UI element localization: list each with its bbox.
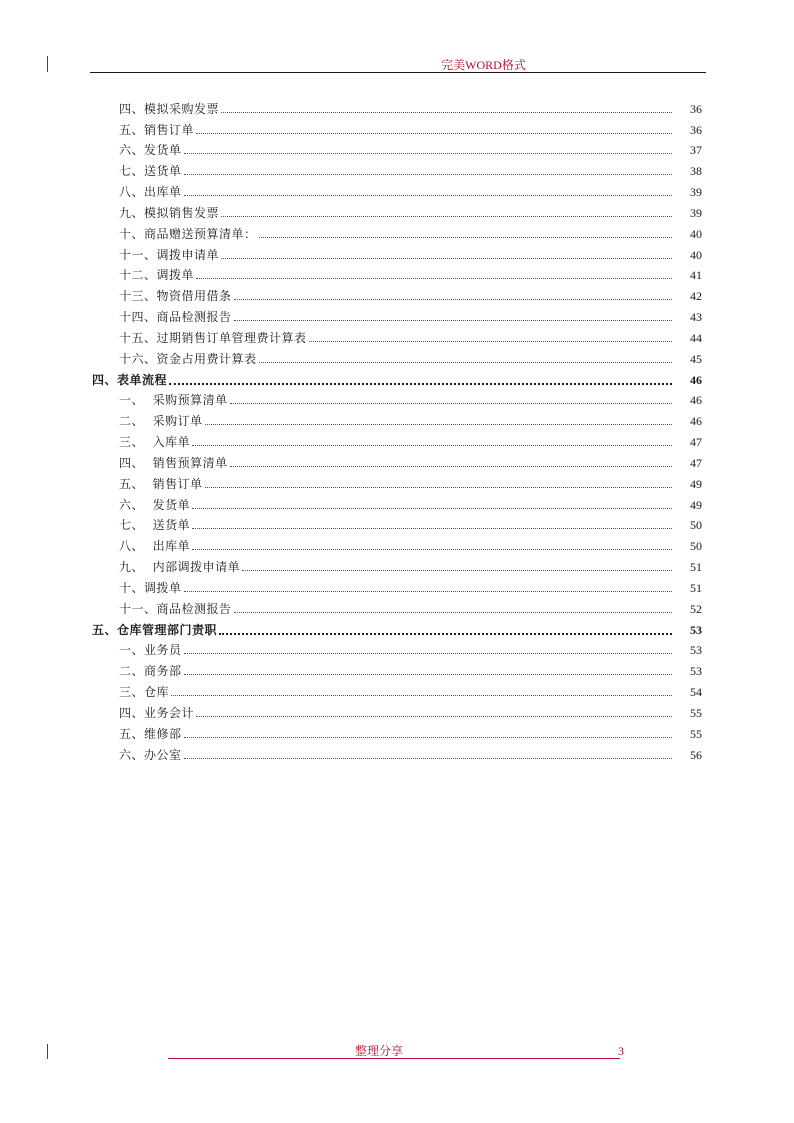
toc-entry[interactable]	[0, 138, 794, 159]
table-of-contents	[0, 96, 794, 763]
toc-entry-label: 三、仓库	[119, 685, 170, 700]
toc-dot-leader	[192, 528, 672, 529]
toc-page-number: 49	[690, 476, 702, 491]
toc-entry-label: 八、 出库单	[119, 539, 191, 554]
toc-entry[interactable]	[0, 554, 794, 575]
toc-entry-label: 八、出库单	[119, 185, 182, 200]
toc-dot-leader	[192, 508, 672, 509]
toc-entry[interactable]	[0, 263, 794, 284]
toc-entry[interactable]	[0, 533, 794, 554]
toc-entry-label: 三、 入库单	[119, 435, 191, 450]
toc-entry-label: 十一、调拨申请单	[119, 247, 220, 262]
toc-dot-leader	[184, 195, 672, 196]
toc-entry[interactable]	[0, 450, 794, 471]
toc-entry-label: 七、送货单	[119, 164, 182, 179]
toc-entry-label: 九、模拟销售发票	[119, 205, 220, 220]
toc-dot-leader	[221, 216, 672, 217]
toc-dot-leader	[184, 591, 672, 592]
toc-page-number: 52	[690, 601, 702, 616]
toc-page-number: 42	[690, 289, 702, 304]
header-title: 完美WORD格式	[262, 58, 705, 73]
toc-dot-leader	[221, 258, 672, 259]
toc-dot-leader	[192, 549, 672, 550]
toc-page-number: 40	[690, 247, 702, 262]
toc-dot-leader	[184, 174, 672, 175]
toc-entry[interactable]	[0, 742, 794, 763]
toc-entry[interactable]	[0, 117, 794, 138]
toc-page-number: 50	[690, 539, 702, 554]
toc-entry-label: 九、 内部调拨申请单	[119, 560, 241, 575]
toc-dot-leader	[259, 362, 672, 363]
toc-entry-label: 二、 采购订单	[119, 414, 203, 429]
toc-entry-label: 四、模拟采购发票	[119, 101, 220, 116]
toc-dot-leader	[192, 445, 672, 446]
toc-dot-leader	[230, 466, 672, 467]
toc-dot-leader	[205, 424, 672, 425]
toc-page-number: 53	[690, 664, 702, 679]
toc-entry[interactable]	[0, 471, 794, 492]
toc-dot-leader	[234, 299, 672, 300]
toc-page-number: 40	[690, 226, 702, 241]
toc-page-number: 38	[690, 164, 702, 179]
toc-entry[interactable]	[0, 492, 794, 513]
toc-page-number: 44	[690, 330, 702, 345]
toc-page-number: 39	[690, 185, 702, 200]
toc-dot-leader	[219, 633, 672, 635]
toc-page-number: 54	[690, 685, 702, 700]
toc-page-number: 53	[690, 622, 702, 637]
toc-entry[interactable]	[0, 242, 794, 263]
toc-dot-leader	[196, 133, 672, 134]
toc-dot-leader	[221, 112, 672, 113]
toc-entry-label: 二、商务部	[119, 664, 182, 679]
toc-entry[interactable]	[0, 513, 794, 534]
toc-section-entry[interactable]	[0, 617, 794, 638]
toc-entry-label: 七、 送货单	[119, 518, 191, 533]
toc-dot-leader	[184, 674, 672, 675]
toc-dot-leader	[169, 383, 672, 385]
toc-page-number: 56	[690, 747, 702, 762]
toc-page-number: 41	[690, 268, 702, 283]
footer	[168, 1044, 624, 1059]
toc-entry[interactable]	[0, 346, 794, 367]
toc-entry-label: 十六、资金占用费计算表	[119, 351, 257, 366]
toc-entry[interactable]	[0, 96, 794, 117]
toc-entry[interactable]	[0, 200, 794, 221]
toc-entry-label: 四、表单流程	[92, 372, 168, 387]
toc-entry[interactable]	[0, 388, 794, 409]
footer-margin-mark	[47, 1044, 48, 1059]
toc-page-number: 36	[690, 122, 702, 137]
toc-page-number: 37	[690, 143, 702, 158]
header-margin-mark	[47, 56, 48, 72]
toc-entry[interactable]	[0, 283, 794, 304]
toc-entry[interactable]	[0, 408, 794, 429]
toc-entry-label: 六、发货单	[119, 143, 182, 158]
toc-entry-label: 四、 销售预算清单	[119, 455, 228, 470]
toc-entry-label: 十、调拨单	[119, 580, 182, 595]
toc-page-number: 51	[690, 560, 702, 575]
toc-page-number: 46	[690, 372, 702, 387]
toc-dot-leader	[309, 341, 672, 342]
toc-page-number: 47	[690, 435, 702, 450]
toc-page-number: 49	[690, 497, 702, 512]
toc-entry-label: 四、业务会计	[119, 705, 195, 720]
toc-entry-label: 五、 销售订单	[119, 476, 203, 491]
toc-page-number: 39	[690, 205, 702, 220]
toc-entry[interactable]	[0, 575, 794, 596]
toc-dot-leader	[259, 237, 672, 238]
toc-entry[interactable]	[0, 638, 794, 659]
toc-entry-label: 十一、商品检测报告	[119, 601, 232, 616]
toc-dot-leader	[184, 153, 672, 154]
toc-page-number: 45	[690, 351, 702, 366]
toc-entry-label: 五、维修部	[119, 726, 182, 741]
toc-entry-label: 一、业务员	[119, 643, 182, 658]
toc-dot-leader	[234, 612, 672, 613]
toc-entry-label: 六、 发货单	[119, 497, 191, 512]
toc-dot-leader	[171, 695, 672, 696]
header-rule	[90, 72, 706, 73]
toc-entry[interactable]	[0, 179, 794, 200]
toc-dot-leader	[242, 570, 672, 571]
toc-entry-label: 十、商品赠送预算清单：	[119, 226, 257, 241]
toc-page-number: 46	[690, 393, 702, 408]
toc-dot-leader	[230, 403, 672, 404]
toc-entry-label: 一、 采购预算清单	[119, 393, 228, 408]
toc-page-number: 47	[690, 455, 702, 470]
toc-entry-label: 十三、物资借用借条	[119, 289, 232, 304]
toc-page-number: 50	[690, 518, 702, 533]
toc-entry-label: 十四、商品检测报告	[119, 310, 232, 325]
toc-entry-label: 十二、调拨单	[119, 268, 195, 283]
toc-entry-label: 五、销售订单	[119, 122, 195, 137]
toc-page-number: 55	[690, 726, 702, 741]
toc-dot-leader	[184, 737, 672, 738]
toc-page-number: 53	[690, 643, 702, 658]
toc-dot-leader	[196, 716, 672, 717]
footer-page-number: 3	[618, 1044, 624, 1058]
toc-dot-leader	[234, 320, 672, 321]
toc-entry[interactable]	[0, 721, 794, 742]
toc-page-number: 43	[690, 310, 702, 325]
toc-dot-leader	[184, 758, 672, 759]
toc-entry[interactable]	[0, 304, 794, 325]
toc-entry[interactable]	[0, 658, 794, 679]
toc-page-number: 36	[690, 101, 702, 116]
toc-dot-leader	[196, 278, 672, 279]
toc-entry[interactable]	[0, 429, 794, 450]
footer-label: 整理分享	[355, 1044, 404, 1058]
toc-entry[interactable]	[0, 596, 794, 617]
toc-page-number: 46	[690, 414, 702, 429]
toc-page-number: 51	[690, 580, 702, 595]
toc-entry[interactable]	[0, 700, 794, 721]
toc-entry-label: 五、仓库管理部门责职	[92, 622, 218, 637]
toc-entry[interactable]	[0, 325, 794, 346]
toc-entry[interactable]	[0, 221, 794, 242]
toc-entry-label: 六、办公室	[119, 747, 182, 762]
toc-entry-label: 十五、过期销售订单管理费计算表	[119, 330, 307, 345]
toc-entry[interactable]	[0, 679, 794, 700]
toc-section-entry[interactable]	[0, 367, 794, 388]
toc-page-number: 55	[690, 705, 702, 720]
toc-dot-leader	[205, 487, 672, 488]
toc-dot-leader	[184, 653, 672, 654]
toc-entry[interactable]	[0, 158, 794, 179]
